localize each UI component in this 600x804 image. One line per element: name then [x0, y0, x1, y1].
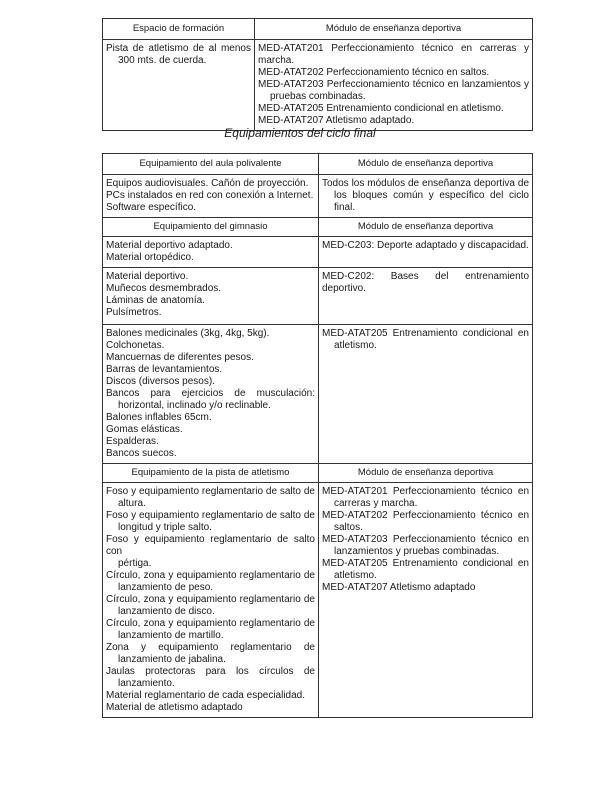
equipment-line: Foso y equipamiento reglamentario de salto de — [106, 486, 315, 497]
gym-equipment-cell — [103, 237, 319, 268]
module-line: lanzamientos y pruebas combinadas. — [334, 546, 500, 557]
equipment-line: pértiga. — [118, 558, 152, 569]
table-row — [103, 40, 533, 131]
track-module-cell — [319, 483, 533, 718]
equipment-line: Jaulas protectoras para los círculos de — [106, 666, 315, 677]
equipment-line: Muñecos desmembrados. — [106, 283, 222, 294]
module-line: Todos los módulos de enseñanza deportiva de — [322, 178, 529, 189]
column-header-aula-equipment: Equipamiento del aula polivalente — [103, 154, 319, 175]
equipment-line: Láminas de anatomía. — [106, 295, 205, 306]
equipment-line: PCs instalados en red con conexión a Internet. — [106, 190, 314, 201]
module-line: MED-ATAT202 Perfeccionamiento técnico en — [322, 510, 529, 521]
gym-equipment-cell — [103, 268, 319, 325]
module-line: los bloques común y específico del ciclo final. — [334, 190, 529, 213]
column-header-module: Módulo de enseñanza deportiva — [319, 154, 533, 175]
equipment-line: lanzamiento de jabalina. — [118, 654, 226, 665]
track-equipment-cell — [103, 483, 319, 718]
section-caption: Equipamientos del ciclo final — [224, 126, 376, 140]
space-line: Pista de atletismo de al menos — [106, 43, 251, 54]
equipment-line: lanzamiento de peso. — [118, 582, 214, 593]
module-line: atletismo. — [334, 570, 377, 581]
equipment-line: Zona y equipamiento reglamentario de — [106, 642, 315, 653]
modules-cell — [255, 40, 533, 131]
module-line: MED-ATAT201 Perfeccionamiento técnico en carreras y marcha. — [258, 43, 529, 66]
column-header-module: Módulo de enseñanza deportiva — [319, 464, 533, 483]
equipment-line: Espalderas. — [106, 436, 159, 447]
gym-module-cell — [319, 237, 533, 268]
equipment-line: Material deportivo adaptado. — [106, 240, 233, 251]
aula-equipment-cell — [103, 175, 319, 218]
module-line: pruebas combinadas. — [270, 91, 366, 102]
module-line: saltos. — [334, 522, 363, 533]
equipment-line: Pulsímetros. — [106, 307, 162, 318]
equipment-line: Bancos suecos. — [106, 448, 177, 459]
table-header-row — [103, 154, 533, 175]
column-header-module: Módulo de enseñanza deportiva — [255, 19, 533, 40]
table-row — [103, 175, 533, 218]
table-row — [103, 268, 533, 325]
gym-module-cell — [319, 268, 533, 325]
equipment-line: Material reglamentario de cada especialidad. — [106, 690, 306, 701]
table-row — [103, 325, 533, 464]
column-header-gym-equipment: Equipamiento del gimnasio — [103, 218, 319, 237]
module-line: MED-ATAT205 Entrenamiento condicional en — [322, 558, 529, 569]
module-line: MED-ATAT205 Entrenamiento condicional en atletismo. — [258, 103, 504, 114]
equipment-line: Círculo, zona y equipamiento reglamentario de — [106, 594, 315, 605]
module-line: MED-ATAT201 Perfeccionamiento técnico en — [322, 486, 529, 497]
training-space-table — [102, 18, 533, 131]
equipment-line: Foso y equipamiento reglamentario de salto con — [106, 534, 315, 557]
equipment-line: Gomas elásticas. — [106, 424, 183, 435]
equipment-line: Material deportivo. — [106, 271, 189, 282]
module-line: MED-ATAT203 Perfeccionamiento técnico en — [322, 534, 529, 545]
gym-module-cell — [319, 325, 533, 464]
module-line: MED-ATAT207 Atletismo adaptado — [322, 582, 476, 593]
equipment-line: Material de atletismo adaptado — [106, 702, 243, 713]
equipment-line: Equipos audiovisuales. Cañón de proyección. — [106, 178, 309, 189]
equipment-line: horizontal, inclinado y/o reclinable. — [118, 400, 271, 411]
module-line: MED-ATAT203 Perfeccionamiento técnico en lanzamientos y — [258, 79, 529, 90]
module-line: MED-C203: Deporte adaptado y discapacidad. — [322, 240, 529, 251]
module-line: MED-ATAT202 Perfeccionamiento técnico en saltos. — [258, 67, 490, 78]
equipment-line: Bancos para ejercicios de musculación: — [106, 388, 315, 399]
module-line: carreras y marcha. — [334, 498, 418, 509]
module-line: MED-ATAT205 Entrenamiento condicional en — [322, 328, 529, 339]
equipment-line: Colchonetas. — [106, 340, 165, 351]
equipment-line: lanzamiento. — [118, 678, 175, 689]
space-cell — [103, 40, 255, 131]
equipment-line: Círculo, zona y equipamiento reglamentario de — [106, 570, 315, 581]
equipment-line: altura. — [118, 498, 146, 509]
module-line: MED-C202: Bases del entrenamiento deportivo. — [322, 271, 529, 294]
equipment-line: Balones medicinales (3kg, 4kg, 5kg). — [106, 328, 270, 339]
equipment-line: Mancuernas de diferentes pesos. — [106, 352, 254, 363]
module-line: atletismo. — [334, 340, 377, 351]
column-header-space: Espacio de formación — [103, 19, 255, 40]
equipment-line: Balones inflables 65cm. — [106, 412, 212, 423]
equipment-line: Círculo, zona y equipamiento reglamentario de — [106, 618, 315, 629]
module-line: MED-ATAT207 Atletismo adaptado. — [258, 115, 415, 126]
table-header-row — [103, 464, 533, 483]
space-line: 300 mts. de cuerda. — [118, 55, 207, 66]
table-row — [103, 483, 533, 718]
equipment-line: Barras de levantamientos. — [106, 364, 223, 375]
table-header-row — [103, 19, 533, 40]
final-cycle-equipment-table — [102, 153, 533, 718]
equipment-line: longitud y triple salto. — [118, 522, 212, 533]
column-header-track-equipment: Equipamiento de la pista de atletismo — [103, 464, 319, 483]
column-header-module: Módulo de enseñanza deportiva — [319, 218, 533, 237]
aula-module-cell — [319, 175, 533, 218]
table-row — [103, 237, 533, 268]
equipment-line: lanzamiento de martillo. — [118, 630, 224, 641]
equipment-line: Discos (diversos pesos). — [106, 376, 215, 387]
equipment-line: Software específico. — [106, 202, 197, 213]
gym-equipment-cell — [103, 325, 319, 464]
equipment-line: Material ortopédico. — [106, 252, 194, 263]
equipment-line: lanzamiento de disco. — [118, 606, 215, 617]
equipment-line: Foso y equipamiento reglamentario de salto de — [106, 510, 315, 521]
table-header-row — [103, 218, 533, 237]
